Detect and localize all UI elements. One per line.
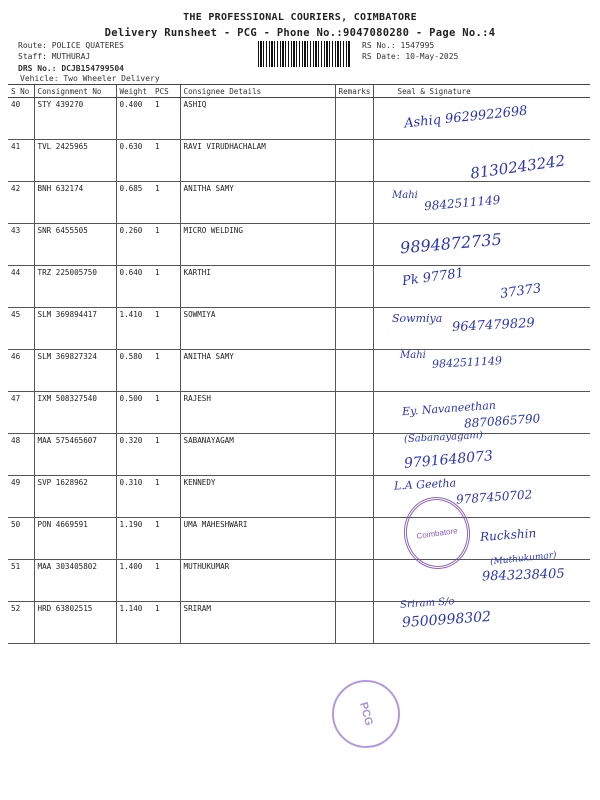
signature-46-name: Mahi [400, 350, 426, 361]
sno-cell: 51 [8, 560, 34, 602]
remarks-cell [335, 350, 373, 392]
signature-40: Ashiq 9629922698 [403, 103, 529, 132]
pcs-cell: 1 [152, 266, 180, 308]
pcs-cell: 1 [152, 560, 180, 602]
consignment-cell: HRD 63802515 [34, 602, 116, 644]
consignee-cell: SABANAYAGAM [180, 434, 335, 476]
consignee-cell: MUTHUKUMAR [180, 560, 335, 602]
remarks-cell [335, 182, 373, 224]
table-row [8, 224, 590, 266]
sno-cell: 45 [8, 308, 34, 350]
sno-cell: 49 [8, 476, 34, 518]
signature-47-name: Ey. Navaneethan [401, 398, 497, 419]
col-consignment: Consignment No [34, 85, 116, 98]
sno-cell: 43 [8, 224, 34, 266]
signature-50-phone: 9787450702 [455, 487, 533, 507]
consignment-cell: SLM 369894417 [34, 308, 116, 350]
sno-cell: 41 [8, 140, 34, 182]
rs-date: RS Date: 10-May-2025 [362, 52, 459, 61]
consignment-cell: TRZ 225005750 [34, 266, 116, 308]
remarks-cell [335, 308, 373, 350]
weight-cell: 1.190 [116, 518, 152, 560]
remarks-cell [335, 434, 373, 476]
consignment-cell: SLM 369827324 [34, 350, 116, 392]
staff-label: Staff: MUTHURAJ [18, 52, 91, 61]
rs-number: RS No.: 1547995 [362, 41, 435, 50]
consignee-cell: ANITHA SAMY [180, 350, 335, 392]
pcg-stamp: PCG [332, 680, 400, 748]
signature-41: 8130243242 [469, 151, 567, 183]
sno-cell: 47 [8, 392, 34, 434]
consignee-cell: RAJESH [180, 392, 335, 434]
sno-cell: 50 [8, 518, 34, 560]
pcs-cell: 1 [152, 140, 180, 182]
consignment-cell: TVL 2425965 [34, 140, 116, 182]
table-header-row [8, 85, 590, 98]
signature-52-phone: 9500998302 [401, 608, 492, 632]
pcs-cell: 1 [152, 350, 180, 392]
pcs-cell: 1 [152, 308, 180, 350]
consignment-cell: STY 439270 [34, 98, 116, 140]
remarks-cell [335, 476, 373, 518]
consignee-cell: RAVI VIRUDHACHALAM [180, 140, 335, 182]
sno-cell: 48 [8, 434, 34, 476]
signature-52-name: Sriram S/o [399, 596, 455, 611]
col-pcs: PCS [152, 85, 180, 98]
table-row [8, 434, 590, 476]
consignment-cell: SVP 1628962 [34, 476, 116, 518]
consignee-cell: UMA MAHESHWARI [180, 518, 335, 560]
consignee-cell: SRIRAM [180, 602, 335, 644]
remarks-cell [335, 392, 373, 434]
weight-cell: 0.630 [116, 140, 152, 182]
col-consignee: Consignee Details [180, 85, 335, 98]
pcs-cell: 1 [152, 434, 180, 476]
barcode [258, 41, 350, 67]
signature-44-phone: 37373 [499, 281, 543, 302]
consignee-cell: ASHIQ [180, 98, 335, 140]
remarks-cell [335, 224, 373, 266]
table-row [8, 602, 590, 644]
drs-number: DRS No.: DCJB154799504 [18, 64, 124, 73]
signature-46-phone: 9842511149 [431, 354, 503, 371]
table-row [8, 182, 590, 224]
consignment-cell: PON 4669591 [34, 518, 116, 560]
weight-cell: 1.410 [116, 308, 152, 350]
pcs-cell: 1 [152, 224, 180, 266]
runsheet-subtitle: Delivery Runsheet - PCG - Phone No.:9047080280 - Page No.:4 [104, 27, 496, 39]
pcs-cell: 1 [152, 98, 180, 140]
signature-45-name: Sowmiya [392, 312, 443, 325]
consignee-cell: SOWMIYA [180, 308, 335, 350]
signature-43: 9894872735 [399, 229, 503, 258]
signature-45-phone: 9647479829 [451, 315, 536, 336]
weight-cell: 0.320 [116, 434, 152, 476]
pcs-cell: 1 [152, 476, 180, 518]
consignment-cell: MAA 303405802 [34, 560, 116, 602]
coimbatore-stamp: Coimbatore [399, 493, 474, 573]
remarks-cell [335, 560, 373, 602]
weight-cell: 1.400 [116, 560, 152, 602]
pcs-cell: 1 [152, 182, 180, 224]
col-remarks: Remarks [335, 85, 373, 98]
col-sno: S No [8, 85, 34, 98]
signature-44-name: Pk 97781 [401, 265, 465, 290]
signature-50-name: Ruckshin [479, 526, 537, 544]
consignment-cell: IXM 508327540 [34, 392, 116, 434]
signature-47-phone: 8870865790 [463, 411, 541, 431]
remarks-cell [335, 602, 373, 644]
route-label: Route: POLICE QUATERES [18, 41, 124, 50]
weight-cell: 0.400 [116, 98, 152, 140]
signature-48-phone: 9791648073 [403, 448, 494, 472]
sno-cell: 52 [8, 602, 34, 644]
weight-cell: 0.685 [116, 182, 152, 224]
vehicle-label: Vehicle: Two Wheeler Delivery [20, 74, 160, 83]
consignment-cell: SNR 6455505 [34, 224, 116, 266]
remarks-cell [335, 518, 373, 560]
remarks-cell [335, 140, 373, 182]
remarks-cell [335, 266, 373, 308]
sno-cell: 44 [8, 266, 34, 308]
pcs-cell: 1 [152, 518, 180, 560]
consignment-cell: BNH 632174 [34, 182, 116, 224]
signature-49: L.A Geetha [393, 476, 457, 493]
consignment-cell: MAA 575465607 [34, 434, 116, 476]
pcs-cell: 1 [152, 602, 180, 644]
consignee-cell: ANITHA SAMY [180, 182, 335, 224]
weight-cell: 0.500 [116, 392, 152, 434]
signature-42-name: Mahi [392, 190, 418, 201]
pcs-cell: 1 [152, 392, 180, 434]
weight-cell: 0.580 [116, 350, 152, 392]
signature-51-phone: 9843238405 [481, 566, 565, 585]
company-title: THE PROFESSIONAL COURIERS, COIMBATORE [183, 12, 417, 23]
weight-cell: 0.310 [116, 476, 152, 518]
consignee-cell: KARTHI [180, 266, 335, 308]
table-row [8, 350, 590, 392]
consignee-cell: MICRO WELDING [180, 224, 335, 266]
sno-cell: 46 [8, 350, 34, 392]
signature-51-name: (Muthukumar) [489, 550, 558, 568]
weight-cell: 0.260 [116, 224, 152, 266]
sno-cell: 40 [8, 98, 34, 140]
col-weight: Weight [116, 85, 152, 98]
weight-cell: 0.640 [116, 266, 152, 308]
consignee-cell: KENNEDY [180, 476, 335, 518]
sno-cell: 42 [8, 182, 34, 224]
remarks-cell [335, 98, 373, 140]
weight-cell: 1.140 [116, 602, 152, 644]
signature-48-name: (Sabanayagam) [403, 429, 484, 446]
col-signature: Seal & Signature [373, 85, 590, 98]
signature-42-phone: 9842511149 [423, 192, 501, 214]
